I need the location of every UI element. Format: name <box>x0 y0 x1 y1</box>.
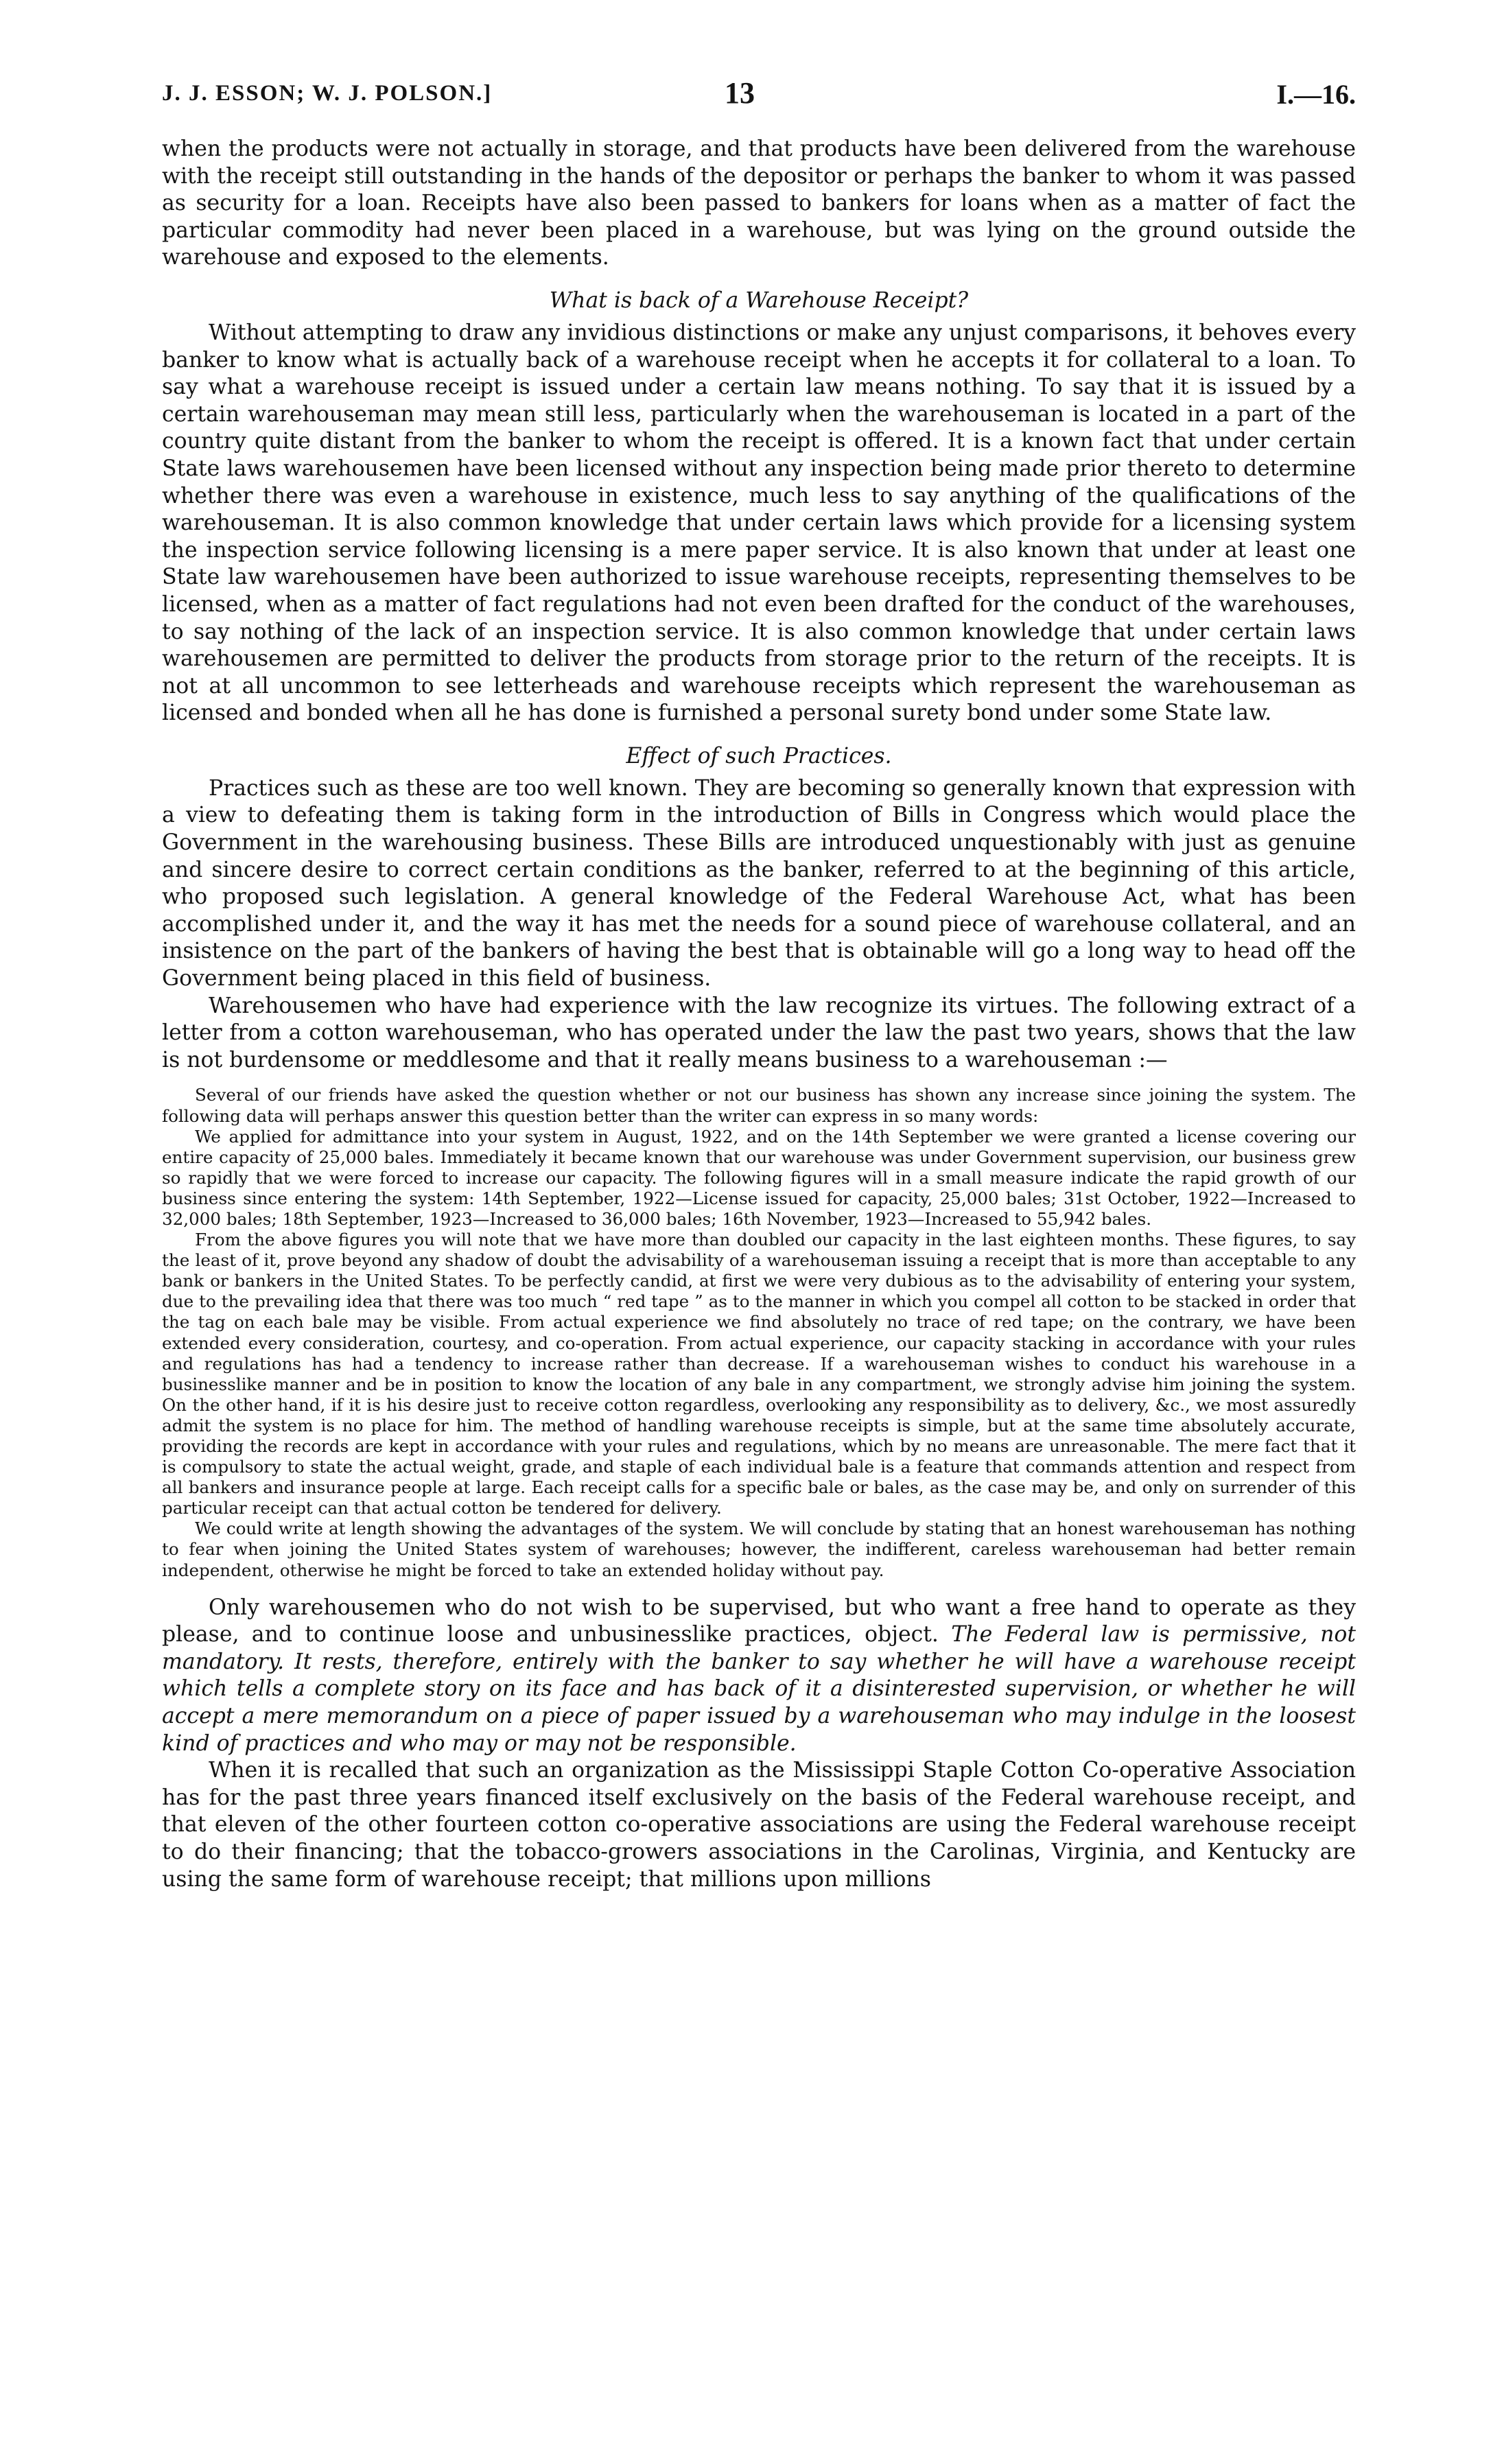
closing-sentence: Only warehousemen who do not wish to be supervised, but who want a free hand to operate as they please, and to continue loose and unbusinesslike practices, object. <box>162 1595 1356 1647</box>
document-page <box>162 75 1356 1893</box>
page-number: 13 <box>725 76 755 110</box>
paragraph-mississippi-association: When it is recalled that such an organization as the Mississippi Staple Cotton Co-operative Association has for the past three years financed itself exclusively on the basis of the Federal warehouse receipt, and that eleven of the other fourteen cotton co-operative associations are using the Federal warehouse receipt to do their financing; that the tobacco-growers associations in the Carolinas, Virginia, and Kentucky are using the same form of warehouse receipt; that millions upon millions <box>162 1758 1356 1892</box>
section-heading-warehouse-receipt: What is back of a Warehouse Receipt? <box>549 288 969 313</box>
extract-paragraph: We could write at length showing the advantages of the system. We will conclude by stating that an honest warehouseman has nothing to fear when joining the United States system of warehouses; however, the indifferent, careless warehouseman had better remain independent, otherwise he might be forced to take an extended holiday without pay. <box>162 1518 1356 1580</box>
extract-paragraph: Several of our friends have asked the question whether or not our business has shown any increase since joining the system. The following data will perhaps answer this question better than the writer can express in so many words: <box>162 1085 1356 1126</box>
document-reference: I.—16. <box>1276 79 1356 110</box>
letter-extract <box>162 1085 1356 1580</box>
extract-paragraph: From the above figures you will note that we have more than doubled our capacity in the last eighteen months. These figures, to say the least of it, prove beyond any shadow of doubt the advisability of a warehouseman issuing a receipt that is more than acceptable to any bank or bankers in the United States. To be perfectly candid, at first we were very dubious as to the advisability of entering your system, due to the prevailing idea that there was too much “ red tape ” as to the manner in which you compel all cotton to be stacked in order that the tag on each bale may be visible. From actual experience we find absolutely no trace of red tape; on the contrary, we have been extended every consideration, courtesy, and co-operation. From actual experience, our capacity stacking in accordance with your rules and regulations has had a tendency to increase rather than decrease. If a warehouseman wishes to conduct his warehouse in a businesslike manner and be in position to know the location of any bale in any compartment, we strongly advise him joining the system. On the other hand, if it is his desire just to receive cotton regardless, overlooking any responsibility as to delivery, &c., we most assuredly admit the system is no place for him. The method of handling warehouse receipts is simple, but at the same time absolutely accurate, providing the records are kept in accordance with your rules and regulations, which by no means are unreasonable. The mere fact that it is compulsory to state the actual weight, grade, and staple of each individual bale is a feature that commands attention and respect from all bankers and insurance people at large. Each receipt calls for a specific bale or bales, as the case may be, and only on surrender of this particular receipt can that actual cotton be tendered for delivery. <box>162 1230 1356 1518</box>
extract-paragraph: We applied for admittance into your system in August, 1922, and on the 14th September we were granted a license covering our entire capacity of 25,000 bales. Immediately it became known that our warehouse was under Government supervision, our business grew so rapidly that we were forced to increase our capacity. The following figures will in a small measure indicate the rapid growth of our business since entering the system: 14th September, 1922—License issued for capacity, 25,000 bales; 31st October, 1922—Increased to 32,000 bales; 18th September, 1923—Increased to 36,000 bales; 16th November, 1923—Increased to 55,942 bales. <box>162 1126 1356 1229</box>
closing-italic-sentence: The Federal law is permissive, not mandatory. It rests, therefore, entirely with the banker to say whether he will have a warehouse receipt which tells a complete story on its face and has back of it a disinterested supervision, or whether he will accept a mere memorandum on a piece of paper issued by a warehouseman who may indulge in the loosest kind of practices and who may or may not be responsible. <box>162 1622 1357 1756</box>
paragraph-continuation: when the products were not actually in storage, and that products have been delivered from the warehouse with the receipt still outstanding in the hands of the depositor or perhaps the banker to whom it was passed as security for a loan. Receipts have also been passed to bankers for loans when as a matter of fact the particular commodity had never been placed in a warehouse, but was lying on the ground outside the warehouse and exposed to the elements. <box>162 137 1356 270</box>
body-text <box>162 136 1356 1893</box>
running-head <box>162 75 1356 117</box>
section-heading-effect-of-practices: Effect of such Practices. <box>626 743 892 768</box>
paragraph-invidious-distinctions: Without attempting to draw any invidious distinctions or make any unjust comparisons, it behoves every banker to know what is actually back of a warehouse receipt when he accepts it for collateral to a loan. To say what a warehouse receipt is issued under a certain law means nothing. To say that it is issued by a certain warehouseman may mean still less, particularly when the warehouseman is located in a part of the country quite distant from the banker to whom the receipt is offered. It is a known fact that under certain State laws warehousemen have been licensed without any inspection being made prior thereto to determine whether there was even a warehouse in existence, much less to say anything of the qualifications of the warehouseman. It is also common knowledge that under certain laws which provide for a licensing system the inspection service following licensing is a mere paper service. It is also known that under at least one State law warehousemen have been authorized to issue warehouse receipts, representing themselves to be licensed, when as a matter of fact regulations had not even been drafted for the conduct of the warehouses, to say nothing of the lack of an inspection service. It is also common knowledge that under certain laws warehousemen are permitted to deliver the products from storage prior to the return of the receipts. It is not at all uncommon to see letterheads and warehouse receipts which represent the warehouseman as licensed and bonded when all he has done is furnished a personal surety bond under some State law. <box>162 320 1356 726</box>
paragraph-practices: Practices such as these are too well known. They are becoming so generally known that expression with a view to defeating them is taking form in the introduction of Bills in Congress which would place the Government in the warehousing business. These Bills are introduced unquestionably with just as genuine and sincere desire to correct certain conditions as the banker, referred to at the beginning of this article, who proposed such legislation. A general knowledge of the Federal Warehouse Act, what has been accomplished under it, and the way it has met the needs for a sound piece of warehouse collateral, and an insistence on the part of the bankers of having the best that is obtainable will go a long way to head off the Government being placed in this field of business. <box>162 775 1356 992</box>
paragraph-warehousemen-experience: Warehousemen who have had experience with the law recognize its virtues. The following extract of a letter from a cotton warehouseman, who has operated under the law the past two years, shows that the law is not burdensome or meddlesome and that it really means business to a warehouseman :— <box>162 993 1356 1072</box>
header-authors: J. J. ESSON; W. J. POLSON.] <box>162 81 493 106</box>
paragraph-only-warehousemen <box>162 1595 1356 1758</box>
